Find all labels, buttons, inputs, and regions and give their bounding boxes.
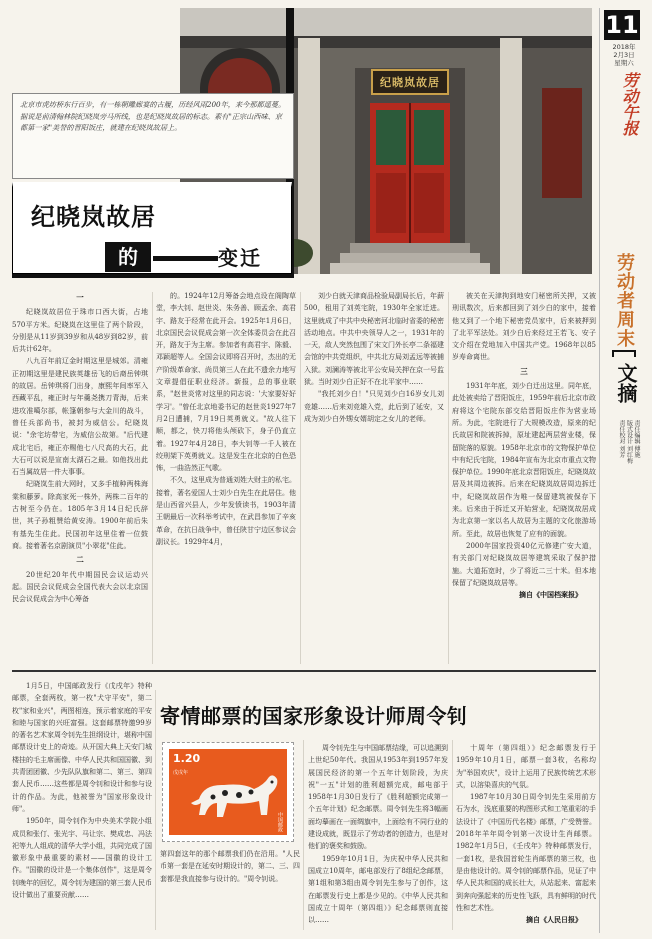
top-column-4 [452,290,596,666]
section-mark: 二 [76,555,84,565]
top-column-2 [156,290,296,666]
paragraph: 1950年，周令钊作为中央美术学院小组成员和张仃、张光宇、马让宗、樊成忠、冯法祀等九人组成的清华大学小组，共同完成了国徽形象中最重要的素材——国徽的设计工作。"国徽的设计是一个集体创作"，这是周令钊晚年的回忆，周令钊为建国的第三套人民币设计做出了重要贡献…… [12,817,152,900]
date-line: 星期六 [614,59,634,67]
credit-line: 责任校对 刘芳 [618,420,625,458]
stamp-story-headline: 寄情邮票的国家形象设计师周令钊 [160,704,468,728]
issue-date [604,43,644,67]
paragraph: 2000年国家投资40亿元修建广安大道，有关部门对纪晓岚故居等建筑采取了保护措施。大道拓宽时，少了将近二三十米。但本地保留了纪晓岚故居等。 [452,541,596,587]
column-rule [300,292,301,664]
story-divider [12,670,596,672]
column-rule [303,740,304,930]
paragraph: 周令钊先生与中国邮票结缘，可以追溯到上世纪50年代。我国从1953年到1957年发展国民经济的第一个五年计划阶段，为庆祝"一五"计划的胜利超额完成，邮电部于1958年1月30日发行了《胜利超额完成第一个五年计划》纪念邮票。周令钊先生将3幅画面均摹画在一面绸旗中，上面绘有不同行业的建设成就，既显示了劳动者的创造力，也是对他们的褒奖和鼓励。 [308,744,448,851]
paragraph: 纪晓岚故居位于珠市口西大街，占地570平方米。纪晓岚在这里住了两个阶段，分别是从11岁到39岁和从48岁到82岁，前后共计62年。 [12,308,148,354]
stamp-country: 中国邮政 [277,812,283,832]
intro-box [12,93,294,179]
column-rule [155,690,156,930]
column-rule [448,292,449,664]
headline: 纪晓岚故居 [31,203,156,231]
date-line: 2018年 [612,43,636,51]
page-number: 11 [605,11,639,39]
paragraph: 的。1924年12月筹备会地点设在阁陶草堂，李大钊、赵世炎、朱务善、顾孟余、高君宇、路友于经常在此开会。1925年1月6日，北京国民会议促成会第一次全体委员会在此召开，路友于为主席。参加者有高君宇、陈毅、邓颖超等人。全国会议即将召开时，杰出的无产阶级革命家、尚员第三人在此不遗余力地写文章提倡征职业经济。新报，总的事业联系，"赵世炎常对这里的同志说：'大家要好好学习'。"曾任北京地委书记的赵世炎1927年7月2日遭捕，7月19日英勇就义。"故人往下顺，都之，快刀将他头颅砍下，身子仍直立着。1927年4月28日，李大钊等一千人被在绞刑架下英勇就义。这是发生在北京的白色恐怖，一曲浩然正气歌。 [156,292,296,473]
headline-bianqian: 变迁 [218,246,262,270]
dog-icon [169,749,287,835]
credit-line: 版式设计 刘红梅 [625,420,633,464]
stamp-image [162,742,294,842]
section-bracket [612,350,636,357]
paragraph: "我托刘少白！"只见刘少白16岁女儿刘竞雄……后来刘竞雄入党，此后到了延安，又成为刘少白外甥女婿胡定之女儿的老师。 [304,390,444,423]
intro-text: 北京市虎坊桥东行百步，有一栋朝雕廊宴的古履，历经风雨200年，来今那都遥蔓。据说是前清翰林院纪晓岚旁马所线，也是纪晓岚故居的标志。素有"正宗山西味、京都第一家"美誉的晋阳饭庄，就建在纪晓岚故居上。 [20,100,286,132]
headline-card [12,182,292,274]
section-sub: 文摘 [614,363,638,403]
bottom-column-1 [12,680,152,932]
paragraph: 20世纪20年代中期国民会议运动兴起。国民会议促成会全国代表大会以北京国民会议促成会为中心筹备 [12,570,148,604]
headline-bar [153,256,218,261]
masthead-rule [599,8,600,933]
section-mark: 三 [520,366,528,376]
stamp-caption: 第四套这年的那个邮票我们仍在沿用。"人民币第一套是在延安时期设计的，第二、三、四套都是我直接参与设计的。"周令钊说。 [160,850,300,883]
paragraph: 1959年10月1日，为庆祝中华人民共和国成立10周年，邮电部发行了8组纪念邮票，第1组和第3组由周令钊先生参与了创作，这在邮票发行史上都是少见的。《中华人民共和国成立十周年（第四组）》纪念邮票则直接以…… [308,854,448,925]
paragraph: 1987年10月30日周令钊先生采用前方石为水，浅底重要的构图形式和工笔重彩的手法设计了《中国历代名楼》邮票，广受赞誉。2018年羊年周令钊第一次设计生肖邮票。1982年1月5日，《壬戌年》特种邮票发行，一套1枚，是我国首轮生肖邮票的第三枚，也是由他设计的。周令钊的邮票作品，见证了中华人民共和国的成长壮大，从站起来、富起来到奔向强起来的历史性飞跃，具有鲜明的时代性和艺术性。 [456,793,596,912]
date-line: 2月3日 [613,51,635,59]
credit-line: 责任编辑 傅施 [633,420,640,458]
column-rule [152,292,153,664]
bottom-column-3 [456,742,596,932]
editor-credits [604,420,640,510]
paragraph: 八九百年前辽金时期这里是城郊。清雍正初期这里是建民族英雄岳飞的后裔岳钟琪的故居。岳钟琪将门出身，康熙年间率军入西藏平乱，雍正时与年羹尧携刀青海，后来进攻准噶尔部，帐篷朝参与大金川的战斗，曾任兵部尚书，被封为威信公。纪晓岚说："余宅坊带宅，为威信公故第。"后代建成北宅后，雍正亦赐他七八尺高的大石，此大石可以说是宣南太湖石之最。如他找出此石当属故居一件大事事。 [12,357,148,477]
stamp-year: 戊戌年 [173,770,189,776]
paragraph: 十周年（第四组）》纪念邮票发行于1959年10月1日，邮票一套3枚，名称均为"举国欢庆"，设计上运用了民族传统艺术形式，以溶染喜庆的气氛。 [456,744,596,789]
bottom-column-2 [308,742,448,932]
photo-frame-edge-bottom [12,274,294,278]
source-credit: 摘自《人民日报》 [526,915,582,925]
gate-plaque: 纪晓岚故居 [380,76,440,89]
paragraph: 1月5日，中国邮政发行《戊戌年》特种邮票，全套两枚，第一枚"犬守平安"，第二枚"家和业兴"，两图相连，预示着家庭的平安和睦与国家的兴旺富强。这套邮票特邀99岁的著名艺术家周令钊先生担纲设计，堪称中国邮票设计史上的奇迹。从开国大典上天安门城楼挂的毛主席画像、中华人民共和国国徽、到共青团团徽、少先队队旗和第二、第三、第四套人民币……这些都是周令钊和设计和参与设计的作品。为此，他被誉为"国家形象设计师"。 [12,682,152,813]
top-column-3 [304,290,444,666]
section-mark: 一 [76,293,84,302]
paragraph: 纪晓岚生前大网时，又多手植种两株海棠和藤萝。除高家死一株外，两株二百年的古树至今仍在。1805年3月14日纪氏辞世，其子孙粗赞给黄安涛。1900年前后朱有基先生住此。民国初年这里住着一位鼓商。接着著名京剧演员"小翠花"住此。 [12,480,148,550]
paragraph: 被关在天津拘到地安门秘密所关押，又被刑讯数次，后来都回到了刘少白的家中，接着他又到了一个地下秘密党员家中，后来被押到了北平军法处。刘少白后来经过王若飞、安子文介绍在党地加入中国共产党。1968年以85岁寿命离世。 [452,292,596,362]
stamp-face [169,749,287,835]
paragraph: 1931年年底，刘少白迁出这里。同年底，此处被卖给了晋阳饭庄，1959年前后北京市政府将这个宅院东部交给晋阳饭庄作为营业场所。为此，宅院进行了大规模改造，原来的纪氏故居和院被拆掉，原址建起两层营业楼，保留院落的原貌。1958年北京市的文物保护单位中有纪氏宅院，1984年宣布为北京市重点文物保护单位。1990年底北京晋阳饭庄，纪晓岚故居及其周边被拆。后来在纪晓岚故居周边拆迁中，纪晓岚故居作为唯一保留建筑被保存下来。后来由于拆迁又开始营业，纪晓岚故居成为北京第一家以名人故居为主题的文化旅游场所。至此，故居也恢复了应有的面貌。 [452,382,596,538]
top-column-1 [12,290,148,666]
paragraph: 刘少白就天津商品检验局副局长后，年薪500，租用了刘英宅院，1930年全家迁进。这里就成了中共中央秘密河北临时省委的秘密活动地点。中共中央领导人之一，1931年的一天，敌人突然包围了宋文门外长亭二条福建会馆的中共党组织，中共北方局刘孟远等被捕入狱。刘澜涛等被北平公安局关押在京一号监狱。当时刘少白正好不在北平家中…… [304,292,444,387]
paper-logo: 劳动午报 [620,72,639,136]
stamp-value: 1.20 [173,752,201,765]
headline-de: 的 [105,242,151,272]
section-name: 劳动者周末 [614,253,635,348]
column-rule [452,740,453,930]
paragraph: 不久，这里成为普通刘姓大财主的私宅。接着，著名爱国人士刘少白先生在此居住。他是山西省兴县人，少年发愤读书，1903年清王朝最后一次科举考试中，在武昌参加了辛亥革命，在抗日战争中，曾任陕甘宁边区参议会副议长。1929年4月， [156,476,296,546]
source-credit: 摘自《中国档案报》 [519,590,582,600]
